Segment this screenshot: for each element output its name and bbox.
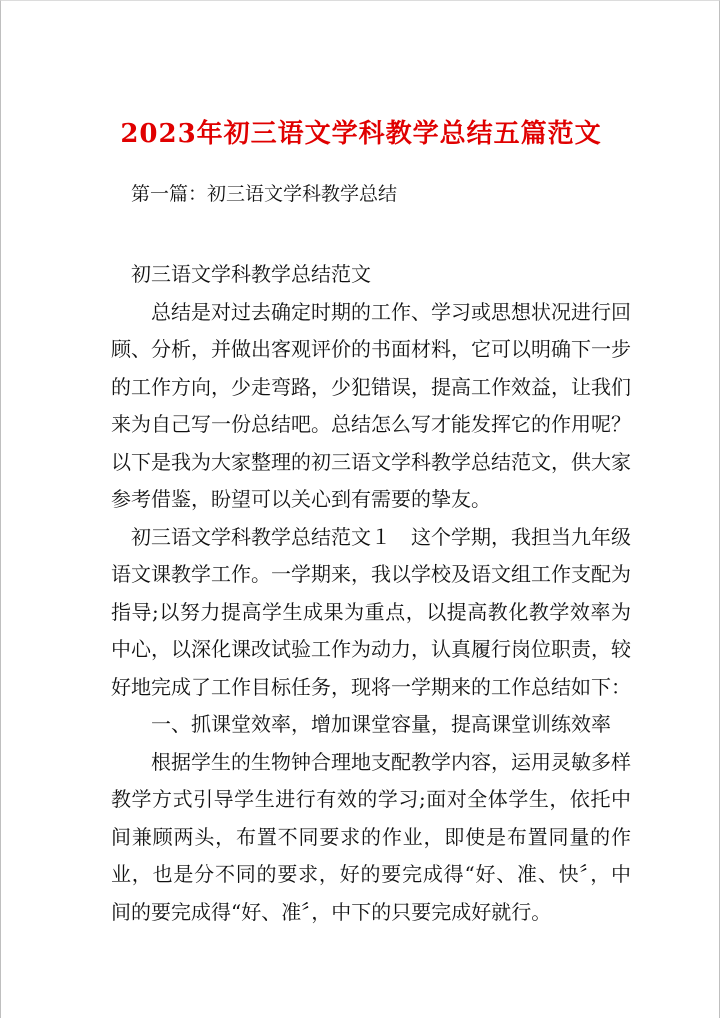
section-heading: 第一篇：初三语文学科教学总结: [131, 183, 398, 205]
body-paragraph-intro: 总结是对过去确定时期的工作、学习或思想状况进行回顾、分析，并做出客观评价的书面材料，它可以明确下一步的工作方向，少走弯路，少犯错误，提高工作效益，让我们来为自己写一份总结吧。总结怎么写才能发挥它的作用呢？以下是我为大家整理的初三语文学科教学总结范文，供大家参考借鉴，盼望可以关心到有需要的挚友。: [111, 299, 631, 511]
body-paragraph-subtitle: 初三语文学科教学总结范文: [131, 262, 371, 286]
document-body: [111, 256, 631, 931]
body-paragraph-point-detail: 根据学生的生物钟合理地支配教学内容，运用灵敏多样教学方式引导学生进行有效的学习;面对全体学生，依托中间兼顾两头，布置不同要求的作业，即使是布置同量的作业，也是分不同的要求，好的要完成得“好、准、快〞，中间的要完成得“好、准〞，中下的只要完成好就行。: [111, 749, 631, 924]
body-paragraph-sample-one: 初三语文学科教学总结范文１ 这个学期，我担当九年级语文课教学工作。一学期来，我以学校及语文组工作支配为指导;以努力提高学生成果为重点，以提高教化教学效率为中心，以深化课改试验工作为动力，认真履行岗位职责，较好地完成了工作目标任务，现将一学期来的工作总结如下：: [111, 524, 631, 699]
body-paragraph-point-heading: 一、抓课堂效率，增加课堂容量，提高课堂训练效率: [151, 712, 611, 736]
document-title: 2023年初三语文学科教学总结五篇范文: [120, 119, 602, 149]
